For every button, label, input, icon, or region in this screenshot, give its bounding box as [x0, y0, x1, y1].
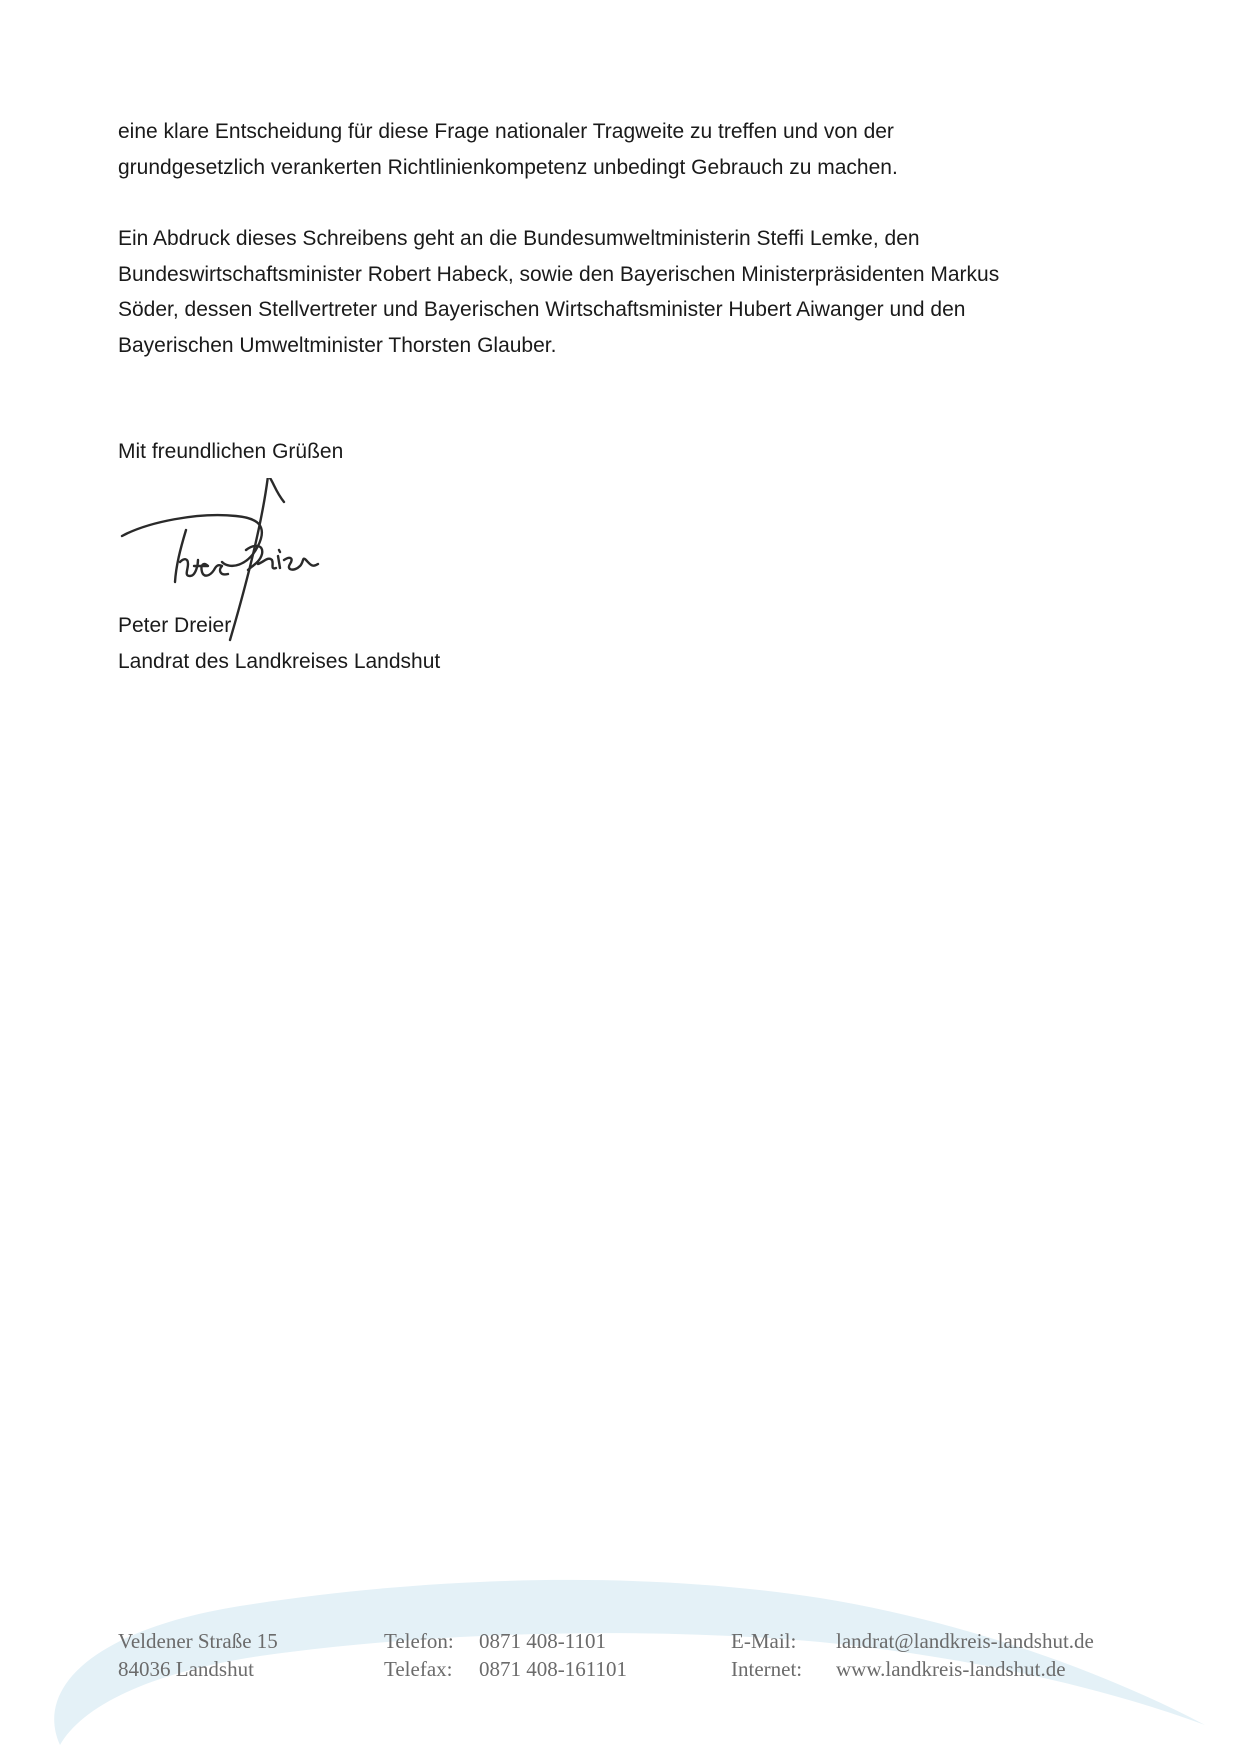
- footer-address: [118, 1627, 278, 1683]
- web-label: Internet:: [731, 1657, 803, 1681]
- body-paragraph-2: [118, 221, 1118, 363]
- footer-city: 84036 Landshut: [118, 1657, 254, 1681]
- signer-name: Peter Dreier: [118, 614, 232, 637]
- footer-web-row: [731, 1655, 1094, 1683]
- fax-label: Telefax:: [384, 1657, 453, 1681]
- footer-email-row: [731, 1627, 1094, 1655]
- phone-number: 0871 408-1101: [479, 1629, 606, 1653]
- body-paragraph-1: [118, 114, 1118, 185]
- paragraph-text: eine klare Entscheidung für diese Frage nationaler Tragweite zu treffen und von der grundgesetzlich verankerten Richtlinienkompetenz unbedingt Gebrauch zu machen.: [118, 120, 898, 179]
- fax-number: 0871 408-161101: [479, 1657, 627, 1681]
- footer-phone-block: [384, 1627, 627, 1683]
- footer-street: Veldener Straße 15: [118, 1629, 278, 1653]
- footer-contact-block: [731, 1627, 1094, 1683]
- closing-salutation: [118, 434, 1118, 470]
- footer-phone-row: [384, 1627, 627, 1655]
- paragraph-text: Ein Abdruck dieses Schreibens geht an die Bundesumweltministerin Steffi Lemke, den Bundeswirtschaftsminister Robert Habeck, sowie den Bayerischen Ministerpräsidenten Markus Söder, dessen Stellvertreter und Bayerischen Wirtschaftsminister Hubert Aiwanger und den Bayerischen Umweltminister Thorsten Glauber.: [118, 227, 1000, 357]
- web-address: www.landkreis-landshut.de: [836, 1657, 1066, 1681]
- email-address: landrat@landkreis-landshut.de: [836, 1629, 1094, 1653]
- footer-fax-row: [384, 1655, 627, 1683]
- email-label: E-Mail:: [731, 1629, 797, 1653]
- closing-text: Mit freundlichen Grüßen: [118, 440, 344, 463]
- signer-title: Landrat des Landkreises Landshut: [118, 650, 441, 673]
- phone-label: Telefon:: [384, 1629, 454, 1653]
